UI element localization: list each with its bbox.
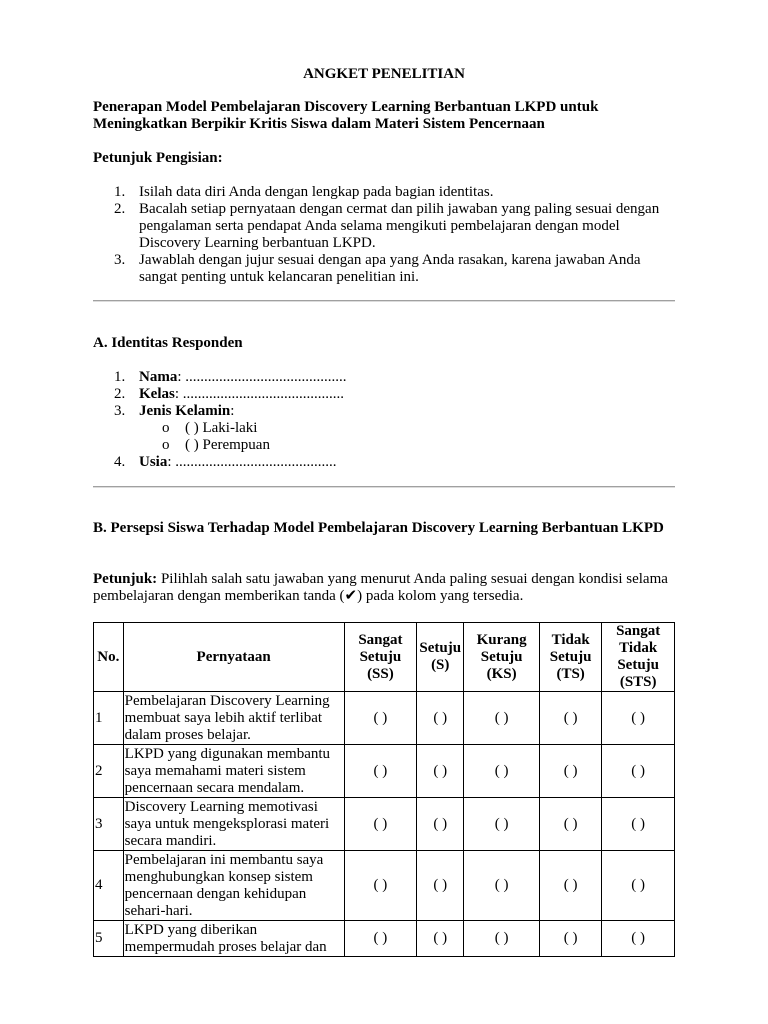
header-ks: Kurang Setuju (KS)	[464, 623, 540, 692]
option-s[interactable]: ( )	[417, 692, 464, 745]
option-sts[interactable]: ( )	[602, 921, 675, 957]
identity-field-name	[93, 369, 675, 386]
survey-table	[93, 622, 675, 957]
table-row	[94, 692, 675, 745]
option-ks[interactable]: ( )	[464, 798, 540, 851]
section-b-instructions	[93, 571, 675, 605]
option-ss[interactable]: ( )	[344, 798, 417, 851]
header-statement: Pernyataan	[123, 623, 344, 692]
table-header-row	[94, 623, 675, 692]
section-b-title: B. Persepsi Siswa Terhadap Model Pembelajaran Discovery Learning Berbantuan LKPD	[93, 520, 664, 536]
instruction-item	[93, 252, 675, 286]
option-sts[interactable]: ( )	[602, 692, 675, 745]
row-number: 2	[94, 745, 124, 798]
option-ss[interactable]: ( )	[344, 851, 417, 921]
instructions-heading: Petunjuk Pengisian:	[93, 150, 223, 166]
age-blank[interactable]: : ...........................................	[167, 454, 337, 470]
option-ss[interactable]: ( )	[344, 921, 417, 957]
option-ts[interactable]: ( )	[539, 851, 601, 921]
horizontal-divider	[93, 300, 675, 302]
option-s[interactable]: ( )	[417, 921, 464, 957]
name-blank[interactable]: : ...........................................	[177, 369, 347, 385]
option-ss[interactable]: ( )	[344, 692, 417, 745]
option-text: ( ) Laki-laki	[185, 420, 258, 436]
instructions-list	[93, 184, 675, 286]
identity-field-age	[93, 454, 675, 471]
option-ks[interactable]: ( )	[464, 692, 540, 745]
table-row	[94, 921, 675, 957]
instruction-number: 1.	[114, 184, 126, 200]
horizontal-divider	[93, 486, 675, 488]
header-no: No.	[94, 623, 124, 692]
option-sts[interactable]: ( )	[602, 745, 675, 798]
instruction-text: Isilah data diri Anda dengan lengkap pada bagian identitas.	[139, 184, 494, 200]
option-ts[interactable]: ( )	[539, 798, 601, 851]
gender-option-male[interactable]	[139, 420, 675, 437]
row-number: 4	[94, 851, 124, 921]
gender-option-female[interactable]	[139, 437, 675, 454]
option-ks[interactable]: ( )	[464, 745, 540, 798]
row-statement: Pembelajaran ini membantu saya menghubungkan konsep sistem pencernaan dengan kehidupan sehari-hari.	[123, 851, 344, 921]
identity-field-gender	[93, 403, 675, 454]
option-ts[interactable]: ( )	[539, 692, 601, 745]
section-a-title: A. Identitas Responden	[93, 335, 243, 351]
row-statement: LKPD yang digunakan membantu saya memahami materi sistem pencernaan secara mendalam.	[123, 745, 344, 798]
petunjuk-text: Pilihlah salah satu jawaban yang menurut Anda paling sesuai dengan kondisi selama pembelajaran dengan memberikan tanda (✔) pada kolom yang tersedia.	[93, 571, 668, 604]
row-number: 3	[94, 798, 124, 851]
field-label: Jenis Kelamin	[139, 403, 231, 419]
field-colon: :	[230, 403, 235, 419]
option-text: ( ) Perempuan	[185, 437, 270, 453]
identity-field-class	[93, 386, 675, 403]
header-s: Setuju (S)	[417, 623, 464, 692]
bullet-icon: o	[162, 437, 170, 453]
gender-options	[139, 420, 675, 454]
document-subtitle: Penerapan Model Pembelajaran Discovery Learning Berbantuan LKPD untuk Meningkatkan Berpikir Kritis Siswa dalam Materi Sistem Pencernaan	[93, 99, 599, 132]
option-s[interactable]: ( )	[417, 798, 464, 851]
field-number: 4.	[114, 454, 126, 470]
option-ks[interactable]: ( )	[464, 851, 540, 921]
header-ts: Tidak Setuju (TS)	[539, 623, 601, 692]
field-label: Usia	[139, 454, 168, 470]
table-row	[94, 798, 675, 851]
row-statement: Discovery Learning memotivasi saya untuk mengeksplorasi materi secara mandiri.	[123, 798, 344, 851]
field-number: 3.	[114, 403, 126, 419]
field-label: Nama	[139, 369, 178, 385]
row-statement: Pembelajaran Discovery Learning membuat saya lebih aktif terlibat dalam proses belajar.	[123, 692, 344, 745]
row-number: 5	[94, 921, 124, 957]
option-sts[interactable]: ( )	[602, 851, 675, 921]
header-ss: Sangat Setuju (SS)	[344, 623, 417, 692]
field-label: Kelas	[139, 386, 175, 402]
option-s[interactable]: ( )	[417, 745, 464, 798]
option-ts[interactable]: ( )	[539, 745, 601, 798]
petunjuk-label: Petunjuk:	[93, 571, 158, 587]
bullet-icon: o	[162, 420, 170, 436]
identity-list	[93, 369, 675, 471]
header-sts: Sangat Tidak Setuju (STS)	[602, 623, 675, 692]
option-s[interactable]: ( )	[417, 851, 464, 921]
row-statement: LKPD yang diberikan mempermudah proses belajar dan	[123, 921, 344, 957]
instruction-text: Jawablah dengan jujur sesuai dengan apa yang Anda rasakan, karena jawaban Anda sangat penting untuk kelancaran penelitian ini.	[139, 252, 641, 285]
row-number: 1	[94, 692, 124, 745]
option-ss[interactable]: ( )	[344, 745, 417, 798]
instruction-item	[93, 184, 675, 201]
option-sts[interactable]: ( )	[602, 798, 675, 851]
instruction-number: 2.	[114, 201, 126, 217]
document-title: ANGKET PENELITIAN	[303, 66, 465, 82]
field-number: 1.	[114, 369, 126, 385]
option-ts[interactable]: ( )	[539, 921, 601, 957]
table-row	[94, 851, 675, 921]
instruction-number: 3.	[114, 252, 126, 268]
option-ks[interactable]: ( )	[464, 921, 540, 957]
field-number: 2.	[114, 386, 126, 402]
instruction-item	[93, 201, 675, 252]
class-blank[interactable]: : ...........................................	[174, 386, 345, 402]
instruction-text: Bacalah setiap pernyataan dengan cermat dan pilih jawaban yang paling sesuai dengan pengalaman serta pendapat Anda selama mengikuti pembelajaran dengan model Discovery Learning berbantuan LKPD.	[139, 201, 660, 251]
table-row	[94, 745, 675, 798]
